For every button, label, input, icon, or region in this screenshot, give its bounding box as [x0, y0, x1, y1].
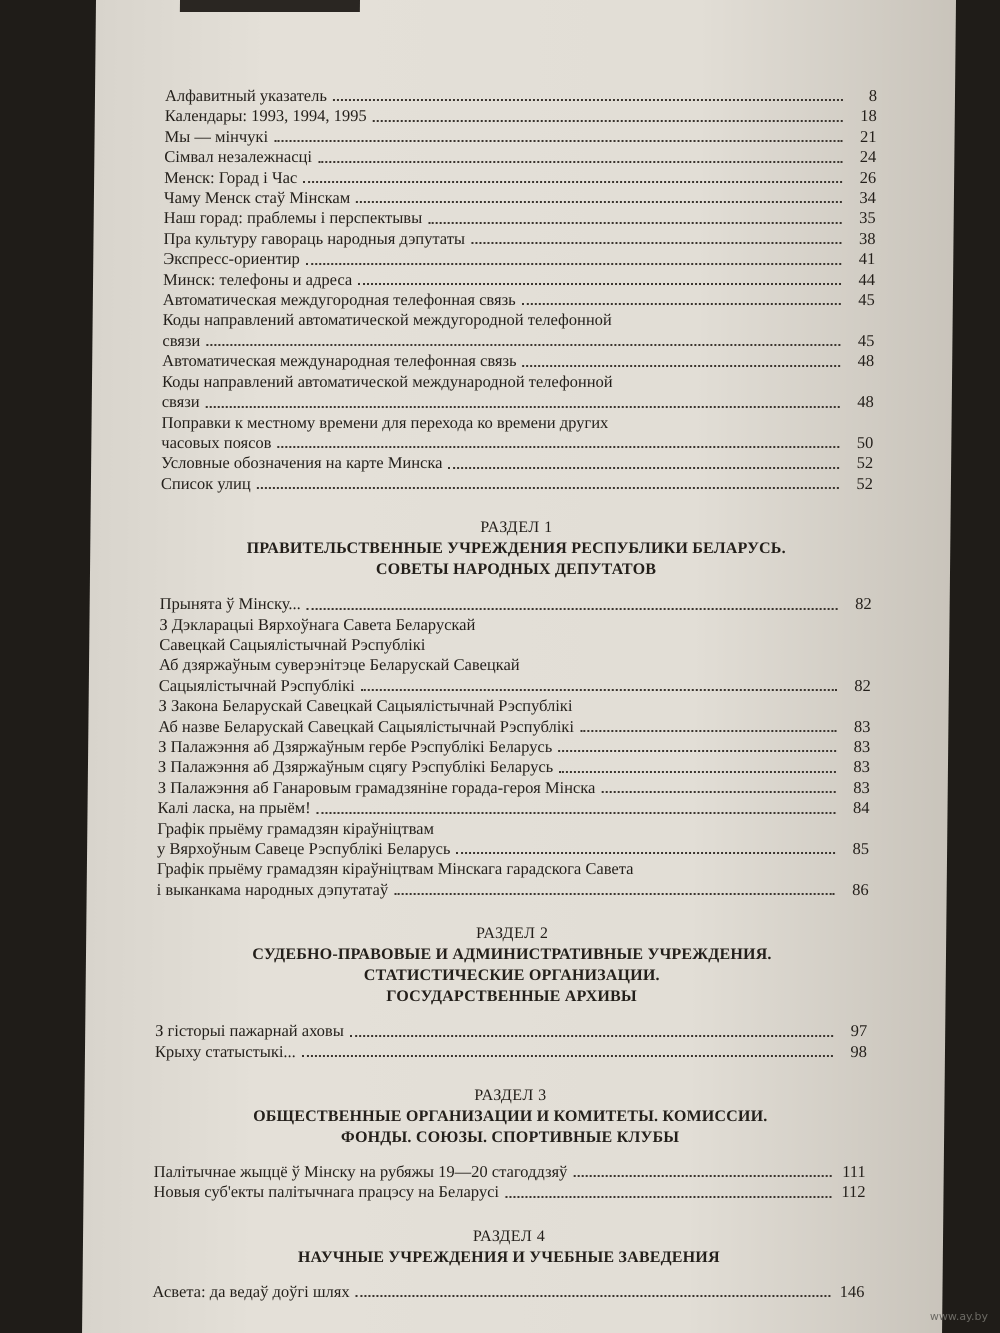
toc-entry-line: Савецкай Сацыялістычнай Рэспублікі: [159, 634, 426, 654]
dot-leader: [257, 487, 839, 489]
toc-entry-title: Календары: 1993, 1994, 1995: [164, 106, 367, 126]
dot-leader: [428, 222, 842, 224]
toc-page-number: 112: [841, 1182, 866, 1202]
toc-entry-title: часовых поясов: [161, 432, 272, 452]
dot-leader: [277, 446, 839, 448]
toc-page-number: 38: [858, 228, 876, 248]
toc-entry: [162, 331, 874, 351]
dot-leader: [318, 161, 842, 163]
toc-entry: [157, 798, 869, 818]
toc-entry: [154, 1162, 866, 1182]
toc-entry-title: Палітычнае жыццё ў Мінску на рубяжы 19—20 стагоддзяў: [153, 1162, 568, 1182]
dot-leader: [306, 263, 841, 265]
toc-entry-title: Список улиц: [160, 473, 251, 493]
toc-entry: [161, 474, 873, 494]
toc-entry: [155, 1021, 867, 1041]
table-of-contents: [152, 86, 877, 1302]
toc-page-number: 83: [853, 716, 871, 736]
section-heading: [154, 1086, 867, 1148]
section-title: НАУЧНЫЕ УЧРЕЖДЕНИЯ И УЧЕБНЫЕ ЗАВЕДЕНИЯ: [297, 1248, 720, 1266]
dot-leader: [356, 201, 842, 203]
dot-leader: [580, 730, 836, 732]
dot-leader: [522, 303, 841, 305]
section-title: ОБЩЕСТВЕННЫЕ ОРГАНИЗАЦИИ И КОМИТЕТЫ. КОМИССИИ. ФОНДЫ. СОЮЗЫ. СПОРТИВНЫЕ КЛУБЫ: [253, 1108, 768, 1147]
toc-page-number: 84: [852, 798, 870, 818]
dot-leader: [302, 1055, 833, 1057]
toc-page-number: 44: [858, 269, 876, 289]
toc-entry-title: Аб назве Беларускай Савецкай Сацыялістычнай Рэспублікі: [158, 716, 575, 736]
dot-leader: [505, 1196, 832, 1198]
toc-entry-title: Прынята ў Мінску...: [159, 594, 301, 614]
dot-leader: [448, 467, 839, 469]
toc-page-number: 48: [857, 392, 874, 412]
toc-page-number: 85: [852, 839, 870, 858]
toc-entry-title: Менск: Горад і Час: [164, 167, 298, 187]
toc-entry-line: З Закона Беларускай Савецкай Сацыялістычнай Рэспублікі: [158, 696, 573, 716]
section-heading: [153, 1227, 865, 1268]
dot-leader: [206, 406, 840, 408]
dot-leader: [471, 242, 841, 244]
dot-leader: [350, 1035, 833, 1037]
book-page: [82, 0, 956, 1333]
dot-leader: [307, 608, 838, 610]
toc-page-number: 97: [850, 1021, 868, 1041]
dot-leader: [559, 771, 836, 773]
toc-entry: [163, 270, 875, 290]
toc-page-number: 83: [853, 777, 870, 797]
toc-entry: [158, 717, 870, 737]
toc-entry: [158, 757, 870, 777]
section-heading: [155, 924, 868, 1007]
toc-page-number: 82: [854, 675, 871, 695]
top-rule: [180, 0, 360, 12]
toc-entry: [158, 737, 870, 757]
toc-entry-title: Новыя суб'екты палітычнага працэсу на Беларусі: [153, 1182, 500, 1202]
toc-entry: [158, 778, 870, 798]
toc-entry-title: Крыху статыстыкі...: [154, 1041, 296, 1061]
dot-leader: [361, 689, 837, 691]
toc-entry: [162, 392, 874, 412]
toc-entry-line: Аб дзяржаўным суверэнітэце Беларускай Савецкай: [158, 655, 520, 675]
toc-page-number: 24: [859, 147, 877, 167]
section-title: ПРАВИТЕЛЬСТВЕННЫЕ УЧРЕЖДЕНИЯ РЕСПУБЛИКИ БЕЛАРУСЬ. СОВЕТЫ НАРОДНЫХ ДЕПУТАТОВ: [246, 540, 786, 579]
toc-entry: [164, 127, 876, 147]
toc-page-number: 98: [850, 1041, 868, 1061]
toc-entry-line: Графік прыёму грамадзян кіраўніцтвам Мінскага гарадскога Савета: [156, 859, 634, 879]
toc-entry: [157, 839, 869, 859]
toc-entry: [165, 86, 877, 106]
toc-entry: [161, 433, 873, 453]
toc-entry: [164, 168, 876, 188]
section-title: СУДЕБНО-ПРАВОВЫЕ И АДМИНИСТРАТИВНЫЕ УЧРЕЖДЕНИЯ. СТАТИСТИЧЕСКИЕ ОРГАНИЗАЦИИ. ГОСУДАРСТВЕННЫЕ АРХИВЫ: [252, 946, 772, 1006]
toc-entry-title: Чаму Менск стаў Мінскам: [163, 188, 351, 208]
toc-entry-title: Минск: телефоны и адреса: [162, 269, 353, 289]
toc-entry: [162, 351, 874, 371]
section-number: РАЗДЕЛ 3: [474, 1087, 547, 1105]
dot-leader: [573, 1175, 831, 1177]
toc-page-number: 34: [859, 188, 877, 208]
toc-entry-line: Поправки к местному времени для перехода ко времени других: [161, 412, 609, 432]
toc-entry: [163, 249, 875, 269]
toc-entry: [159, 676, 871, 696]
toc-page-number: 82: [855, 594, 872, 614]
toc-entry-title: Калі ласка, на прыём!: [157, 798, 311, 818]
dot-leader: [206, 344, 840, 346]
toc-entry: [160, 594, 872, 614]
toc-page-number: 52: [856, 453, 874, 473]
toc-page-number: 45: [857, 330, 875, 350]
toc-page-number: 8: [868, 86, 878, 105]
toc-entry-title: Экспресс-ориентир: [163, 249, 300, 269]
toc-page-number: 45: [858, 290, 875, 310]
toc-entry-title: і выканкама народных дэпутатаў: [156, 879, 389, 899]
toc-entry: [152, 1282, 864, 1302]
dot-leader: [523, 365, 841, 367]
dot-leader: [373, 120, 843, 122]
section-number: РАЗДЕЛ 4: [472, 1227, 546, 1245]
toc-page-number: 146: [839, 1281, 865, 1301]
toc-entry-line: Коды направлений автоматической международной телефонной: [161, 371, 613, 391]
toc-entry-line: Коды направлений автоматической междугородной телефонной: [162, 310, 612, 330]
toc-entry-line: З Дэкларацыі Вярхоўнага Савета Беларускай: [159, 614, 476, 634]
toc-entry-title: Алфавитный указатель: [164, 86, 328, 105]
toc-entry: [164, 188, 876, 208]
toc-entry: [163, 229, 875, 249]
watermark: www.ay.by: [929, 1310, 988, 1323]
toc-entry-title: у Вярхоўным Савеце Рэспублікі Беларусь: [157, 839, 451, 858]
toc-entry: [161, 453, 873, 473]
toc-entry-title: Пра культуру гавораць народныя дэпутаты: [163, 228, 466, 248]
toc-entry-line: Графік прыёму грамадзян кіраўніцтвам: [157, 818, 435, 838]
toc-entry-title: Автоматическая международная телефонная связь: [162, 351, 517, 371]
toc-page-number: 26: [859, 167, 877, 187]
toc-entry-title: связи: [161, 392, 200, 412]
toc-page-number: 83: [853, 736, 871, 756]
toc-entry-title: Сімвал незалежнасці: [164, 147, 313, 167]
toc-entry-title: З Палажэння аб Дзяржаўным сцягу Рэспублікі Беларусь: [157, 757, 554, 777]
toc-entry: [157, 880, 869, 900]
section-number: РАЗДЕЛ 1: [480, 519, 553, 537]
toc-entry-title: связи: [162, 330, 201, 350]
dot-leader: [303, 181, 842, 183]
toc-page-number: 18: [860, 106, 877, 126]
toc-entry-title: З Палажэння аб Ганаровым грамадзяніне горада-героя Мінска: [157, 777, 596, 797]
toc-entry: [155, 1042, 867, 1062]
section-number: РАЗДЕЛ 2: [475, 925, 549, 943]
toc-entry: [165, 106, 877, 126]
dot-leader: [601, 791, 835, 793]
toc-entry-title: З гісторыі пажарнай аховы: [155, 1021, 344, 1041]
toc-entry-title: Автоматическая междугородная телефонная связь: [162, 290, 516, 310]
toc-page-number: 52: [856, 473, 874, 493]
dot-leader: [394, 893, 835, 895]
dot-leader: [274, 140, 843, 142]
dot-leader: [558, 750, 836, 752]
toc-entry-title: Наш горад: праблемы і перспектывы: [163, 208, 423, 228]
toc-page-number: 83: [853, 757, 871, 777]
toc-page-number: 48: [857, 351, 875, 371]
toc-entry: [163, 290, 875, 310]
toc-page-number: 50: [856, 432, 874, 452]
toc-entry: [164, 208, 876, 228]
toc-entry-title: Условные обозначения на карте Минска: [161, 453, 443, 473]
toc-entry: [164, 147, 876, 167]
toc-page-number: 35: [859, 208, 876, 228]
toc-entry-title: Асвета: да ведаў доўгі шлях: [152, 1281, 350, 1301]
toc-entry-title: З Палажэння аб Дзяржаўным гербе Рэспублікі Беларусь: [158, 736, 553, 756]
toc-entry-title: Сацыялістычнай Рэспублікі: [158, 675, 355, 695]
dot-leader: [333, 99, 843, 101]
toc-page-number: 86: [852, 879, 869, 899]
toc-entry-title: Мы — мінчукі: [164, 126, 269, 146]
section-heading: [160, 518, 873, 580]
dot-leader: [356, 1295, 831, 1297]
toc-page-number: 41: [858, 249, 876, 269]
toc-page-number: 21: [859, 126, 877, 146]
dot-leader: [456, 852, 835, 854]
toc-entry: [153, 1182, 865, 1202]
dot-leader: [317, 812, 836, 814]
dot-leader: [358, 283, 841, 285]
toc-page-number: 111: [842, 1162, 866, 1182]
